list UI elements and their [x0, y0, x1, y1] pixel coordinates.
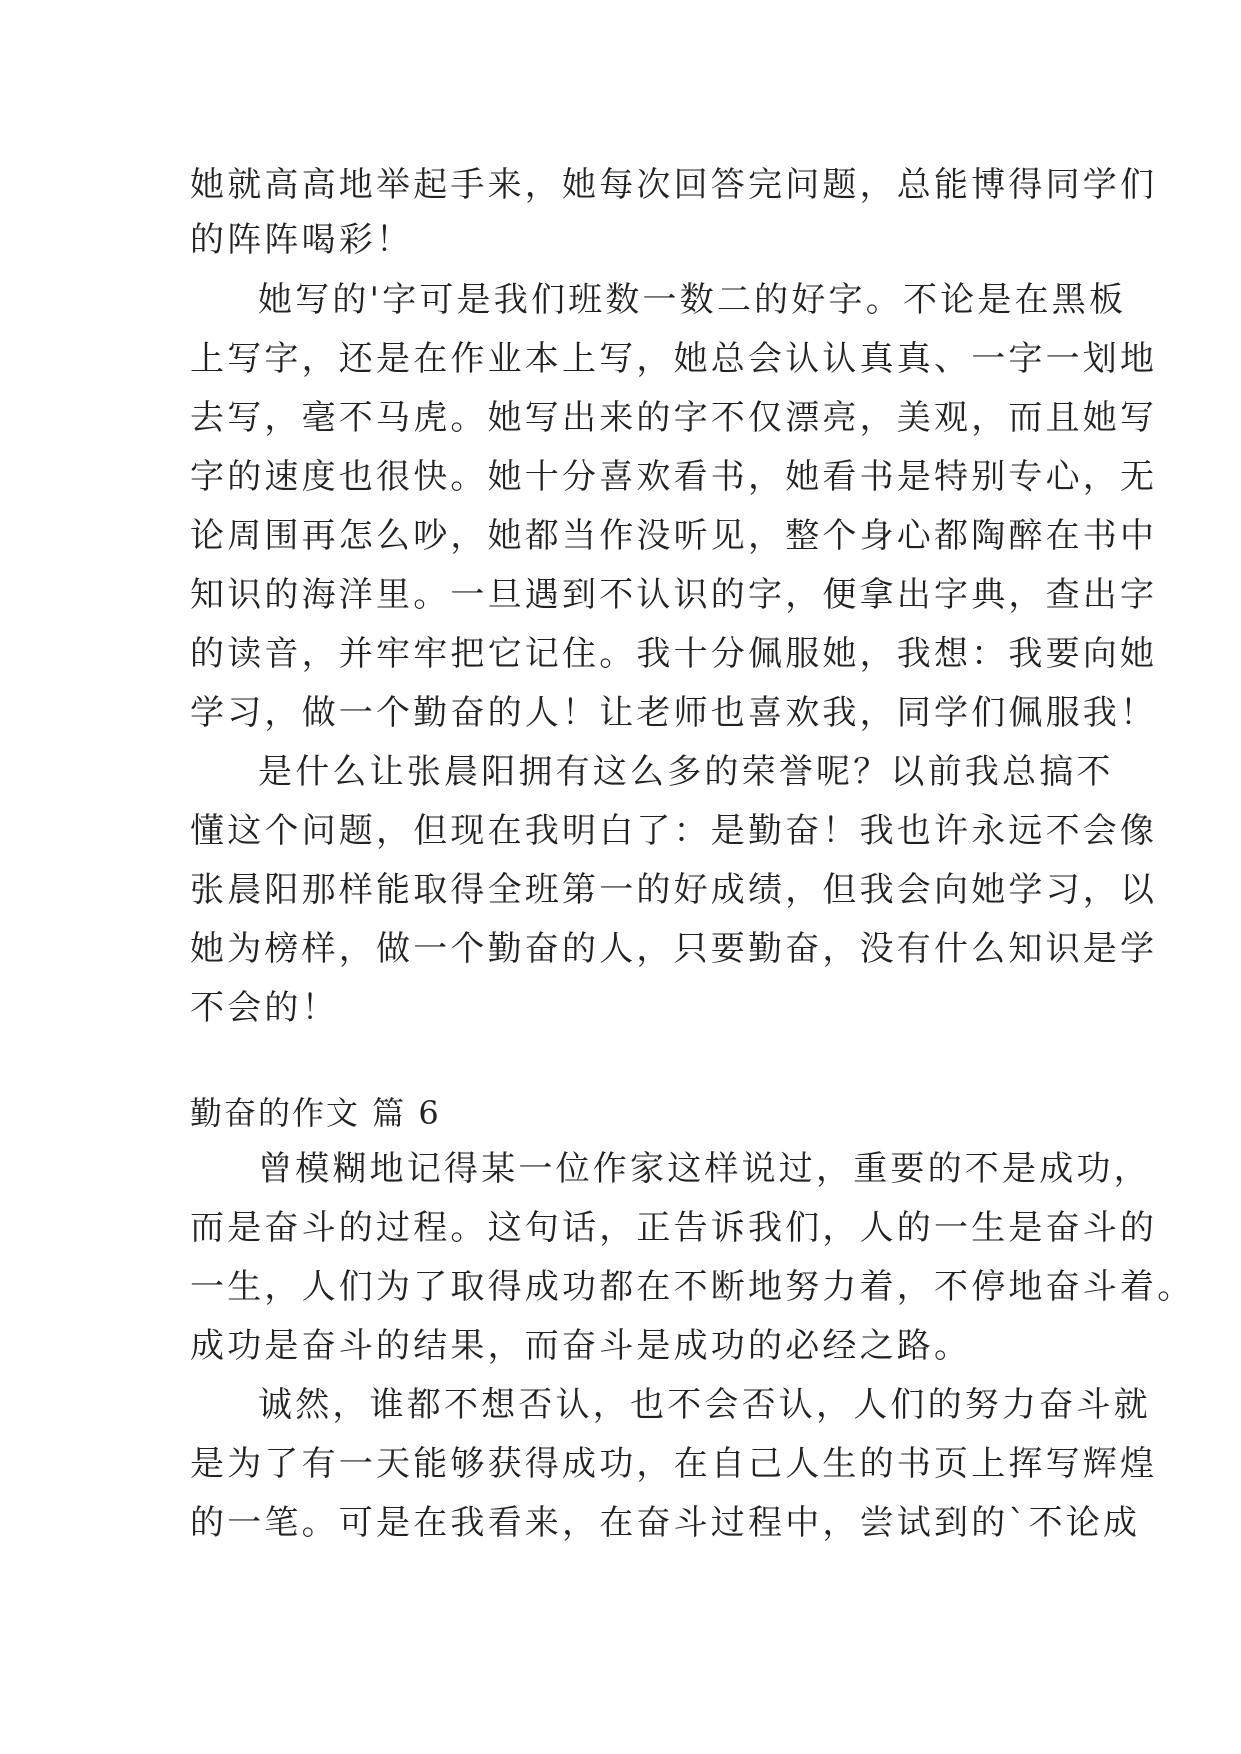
- text-line: 她就高高地举起手来，她每次回答完问题，总能博得同学们: [190, 165, 1158, 205]
- text-line: 她为榜样，做一个勤奋的人，只要勤奋，没有什么知识是学: [190, 929, 1158, 969]
- text-line: 成功是奋斗的结果，而奋斗是成功的必经之路。: [190, 1326, 972, 1366]
- text-line: 字的速度也很快。她十分喜欢看书，她看书是特别专心，无: [190, 457, 1158, 497]
- text-line: 是什么让张晨阳拥有这么多的荣誉呢？以前我总搞不: [258, 752, 1114, 792]
- text-line: 曾模糊地记得某一位作家这样说过，重要的不是成功，: [258, 1149, 1151, 1189]
- text-line: 张晨阳那样能取得全班第一的好成绩，但我会向她学习，以: [190, 870, 1158, 910]
- text-line: 学习，做一个勤奋的人！让老师也喜欢我，同学们佩服我！: [190, 693, 1158, 733]
- text-line: 诚然，谁都不想否认，也不会否认，人们的努力奋斗就: [258, 1385, 1151, 1425]
- text-line: 一生，人们为了取得成功都在不断地努力着，不停地奋斗着。: [190, 1267, 1195, 1307]
- text-line: 的一笔。可是在我看来，在奋斗过程中，尝试到的`不论成: [190, 1503, 1141, 1543]
- text-line: 上写字，还是在作业本上写，她总会认认真真、一字一划地: [190, 339, 1158, 379]
- text-line: 论周围再怎么吵，她都当作没听见，整个身心都陶醉在书中: [190, 516, 1158, 556]
- text-line: 的阵阵喝彩！: [190, 220, 414, 260]
- section-heading: 勤奋的作文 篇 6: [190, 1094, 441, 1132]
- text-line: 她写的'字可是我们班数一数二的好字。不论是在黑板: [258, 280, 1127, 320]
- text-line: 懂这个问题，但现在我明白了：是勤奋！我也许永远不会像: [190, 811, 1158, 851]
- text-line: 的读音，并牢牢把它记住。我十分佩服她，我想：我要向她: [190, 634, 1158, 674]
- text-line: 知识的海洋里。一旦遇到不认识的字，便拿出字典，查出字: [190, 575, 1158, 615]
- text-line: 而是奋斗的过程。这句话，正告诉我们，人的一生是奋斗的: [190, 1208, 1158, 1248]
- text-line: 去写，毫不马虎。她写出来的字不仅漂亮，美观，而且她写: [190, 398, 1158, 438]
- text-line: 不会的！: [190, 988, 339, 1028]
- text-line: 是为了有一天能够获得成功，在自己人生的书页上挥写辉煌: [190, 1444, 1158, 1484]
